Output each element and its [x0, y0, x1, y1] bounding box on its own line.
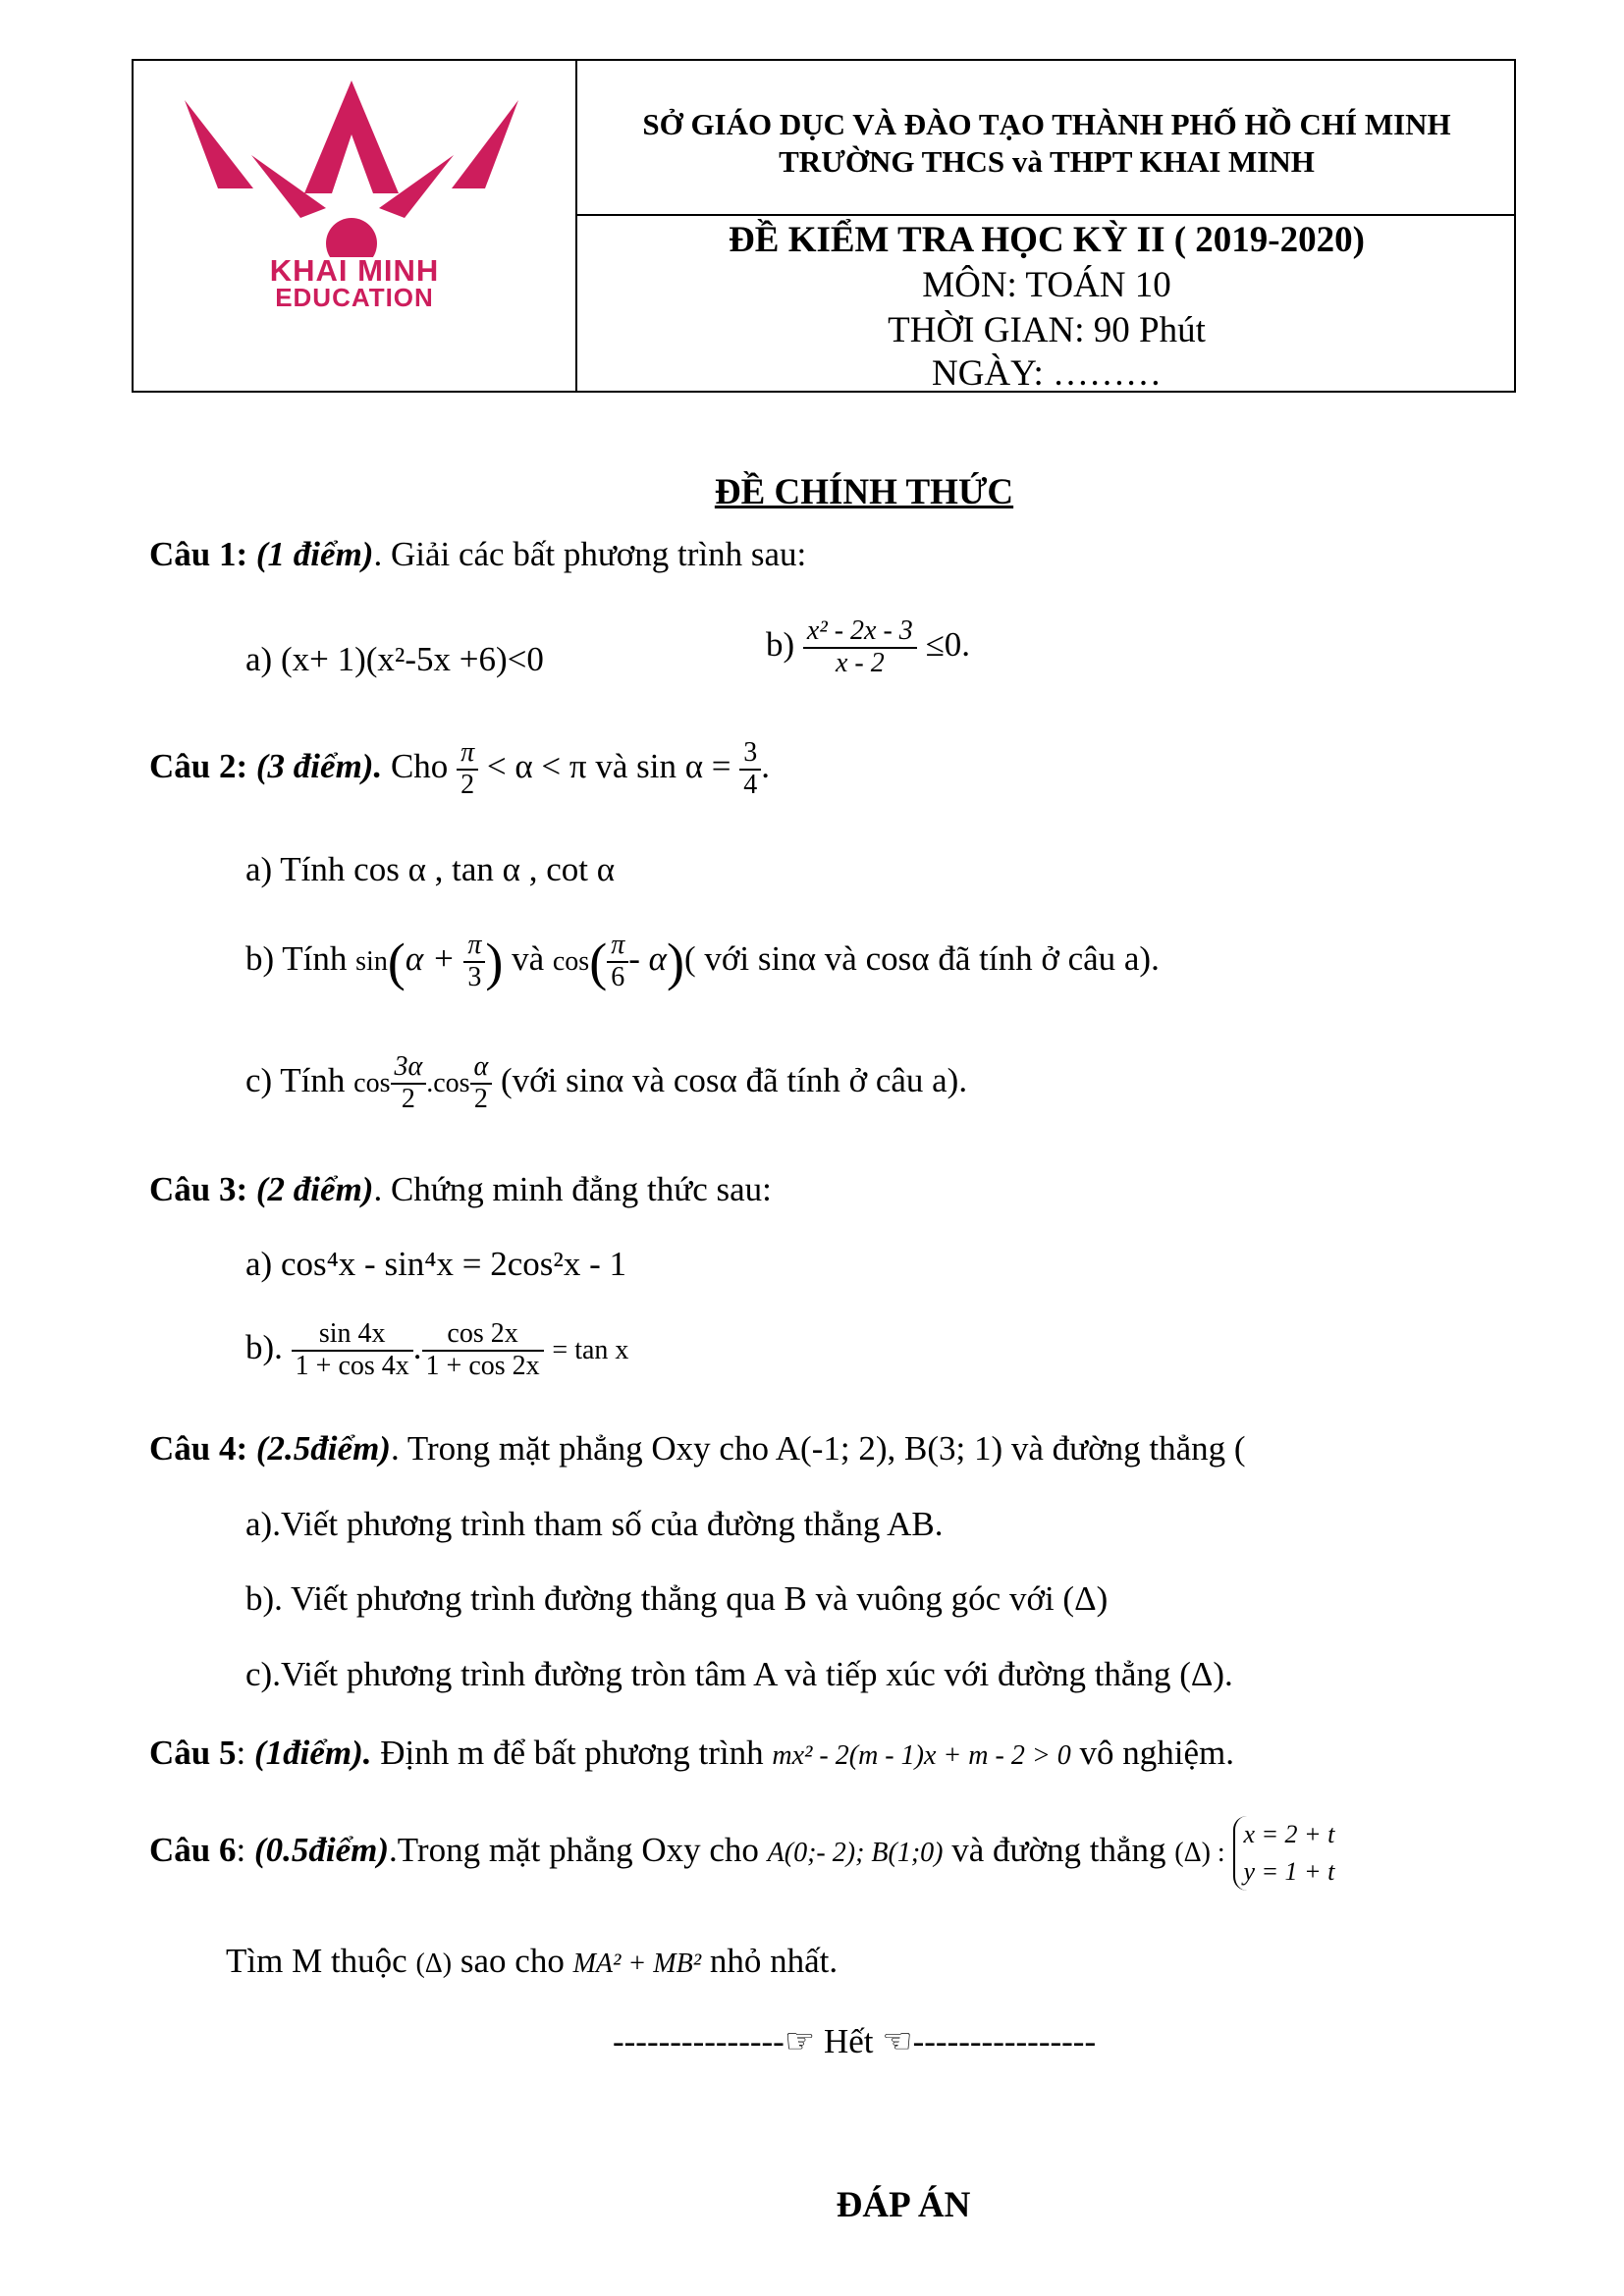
q2-pi-num: π — [457, 738, 478, 771]
q6-sys-y: y = 1 + t — [1243, 1857, 1335, 1886]
q6-prompt: .Trong mặt phẳng Oxy cho — [389, 1831, 768, 1870]
q1-b-denominator: x - 2 — [835, 647, 885, 678]
school-logo — [134, 61, 575, 391]
q1-points: (1 điểm) — [255, 535, 374, 573]
q2-b-minus-alpha: - α — [628, 938, 667, 978]
q6-line-system — [1233, 1816, 1334, 1891]
q3-b-num2: cos 2x — [422, 1319, 544, 1352]
answer-label: ĐÁP ÁN — [836, 2185, 971, 2225]
exam-date: NGÀY: ……… — [931, 353, 1162, 394]
q1-label: Câu 1: — [149, 535, 248, 573]
q2-dot: . — [761, 746, 771, 785]
q2-c-frac1 — [391, 1052, 427, 1115]
q2-c-den2: 2 — [473, 1083, 488, 1114]
q3-b-den1: 1 + cos 4x — [295, 1350, 409, 1381]
q2-b-pi-over-6 — [607, 931, 628, 993]
q2-b-lead: b) Tính — [245, 938, 356, 978]
q5-expression: mx² - 2(m - 1)x + m - 2 > 0 — [772, 1740, 1071, 1771]
q2-condition: < α < π và sin α = — [486, 746, 731, 785]
q2-part-c — [245, 1052, 967, 1115]
brand-line2: EDUCATION — [275, 283, 434, 312]
q3-points: (2 điểm) — [255, 1170, 374, 1208]
q2-b-pi-over-3 — [463, 931, 485, 993]
header-table — [132, 59, 1516, 393]
q1-b-relation: ≤0. — [925, 624, 971, 664]
q2-pi-over-2 — [457, 738, 478, 801]
q3-b-label: b). — [245, 1327, 292, 1366]
q2-b-cos: cos — [552, 945, 590, 977]
org-line2: TRƯỜNG THCS và THPT KHAI MINH — [779, 144, 1315, 179]
q3-b-rhs: = tan x — [552, 1334, 629, 1365]
header-divider-horizontal — [575, 214, 1516, 216]
exam-duration: THỜI GIAN: 90 Phút — [888, 310, 1206, 350]
q4-part-b: b). Viết phương trình đường thẳng qua B và vuông góc với (Δ) — [245, 1579, 1109, 1618]
q2-c-lead: c) Tính — [245, 1060, 354, 1099]
q2-b-va: và — [512, 938, 553, 978]
q1-b-fraction — [803, 616, 917, 679]
q2-sin-value — [739, 738, 761, 801]
q6-find-lead: Tìm M thuộc — [226, 1942, 416, 1980]
org-line1: SỞ GIÁO DỤC VÀ ĐÀO TẠO THÀNH PHỐ HỒ CHÍ MINH — [642, 107, 1451, 141]
q2-part-b: b) Tính sin(α + $\frac{\pi}{3}$ ) và cos( $\frac{\pi}{6}$ - α)( với sinα và cosα đã tính ở câu a). — [245, 930, 1160, 992]
q2-sin-num: 3 — [739, 738, 761, 771]
q2-cho: Cho — [382, 746, 458, 785]
q2-b-pi: π — [463, 931, 485, 963]
q4-prompt: . Trong mặt phẳng Oxy cho A(-1; 2), B(3; 1) và đường thẳng ( — [390, 1429, 1246, 1468]
q2-label: Câu 2: — [149, 746, 248, 785]
q5-prompt: Định m để bất phương trình — [371, 1734, 773, 1772]
q6-label: Câu 6 — [149, 1831, 237, 1870]
q1-heading — [149, 535, 806, 574]
q2-c-den1: 2 — [401, 1083, 415, 1114]
q3-part-b: b). $\frac{\sin 4x}{1 + \cos 4x}$ . $\frac{\cos 2x}{1 + \cos 2x}$ = tan x — [245, 1318, 629, 1381]
q1-prompt: . Giải các bất phương trình sau: — [373, 535, 807, 573]
q6-line-text: và đường thẳng — [943, 1831, 1175, 1870]
q5-label: Câu 5 — [149, 1734, 237, 1772]
q1-part-b — [766, 616, 970, 679]
q2-b-tail: ( với sinα và cosα đã tính ở câu a). — [683, 938, 1160, 978]
q6-points-ab: A(0;- 2); B(1;0) — [767, 1838, 944, 1869]
q6-find-delta: (Δ) — [415, 1949, 453, 1979]
q2-points: (3 điểm). — [255, 746, 383, 785]
brand-line1: KHAI MINH — [269, 253, 440, 288]
q3-part-a: a) cos⁴x - sin⁴x = 2cos²x - 1 — [245, 1245, 627, 1283]
q6-colon: : — [236, 1831, 254, 1870]
q2-b-alpha-plus: α + — [405, 938, 456, 978]
q5-points: (1điểm). — [253, 1734, 372, 1772]
q5-tail: vô nghiệm. — [1070, 1734, 1234, 1772]
crown-logo-icon — [134, 61, 575, 257]
q1-b-numerator: x² - 2x - 3 — [803, 616, 917, 649]
q2-heading — [149, 738, 770, 801]
q4-points: (2.5điểm) — [255, 1429, 391, 1468]
q5-colon: : — [236, 1734, 254, 1772]
end-marker: ---------------☞ Hết ☜---------------- — [613, 2022, 1097, 2060]
q3-label: Câu 3: — [149, 1170, 248, 1208]
q3-b-num1: sin 4x — [292, 1319, 413, 1352]
q4-label: Câu 4: — [149, 1429, 248, 1468]
q4-heading — [149, 1429, 1246, 1468]
q2-c-cos2: .cos — [426, 1067, 470, 1098]
q6-find-mid: sao cho — [452, 1942, 573, 1980]
q3-b-frac2 — [422, 1319, 544, 1382]
exam-title: ĐỀ KIỂM TRA HỌC KỲ II ( 2019-2020) — [729, 220, 1365, 260]
official-label: ĐỀ CHÍNH THỨC — [714, 472, 1014, 512]
q1-part-a: a) (x+ 1)(x²-5x +6)<0 — [245, 640, 544, 678]
q2-part-a: a) Tính cos α , tan α , cot α — [245, 850, 616, 888]
q2-sin-den: 4 — [743, 769, 758, 800]
q6-find-expr: MA² + MB² — [572, 1949, 702, 1979]
q2-b-pi2: π — [607, 931, 628, 963]
q6-sys-x: x = 2 + t — [1243, 1820, 1335, 1848]
q3-b-frac1 — [292, 1319, 413, 1382]
q2-b-three: 3 — [467, 961, 482, 992]
q3-heading — [149, 1170, 772, 1209]
q6-heading — [149, 1816, 1334, 1891]
q5-heading — [149, 1734, 1234, 1773]
q2-b-sin: sin — [355, 945, 388, 977]
q1-b-label: b) — [766, 624, 795, 664]
q2-c-cos: cos — [353, 1067, 391, 1098]
q2-c-frac2 — [470, 1052, 493, 1115]
exam-subject: MÔN: TOÁN 10 — [922, 265, 1171, 305]
q2-c-tail: (với sinα và cosα đã tính ở câu a). — [492, 1060, 968, 1099]
q3-prompt: . Chứng minh đẳng thức sau: — [373, 1170, 772, 1208]
q4-part-c: c).Viết phương trình đường tròn tâm A và tiếp xúc với đường thẳng (Δ). — [245, 1655, 1233, 1693]
q2-c-num2: α — [470, 1052, 493, 1085]
q6-points: (0.5điểm) — [253, 1831, 390, 1870]
q3-b-den2: 1 + cos 2x — [425, 1350, 540, 1381]
q6-find — [226, 1942, 838, 1981]
q2-c-num1: 3α — [391, 1052, 427, 1085]
q2-pi-den: 2 — [460, 769, 475, 800]
q2-b-six: 6 — [611, 961, 625, 992]
q6-find-tail: nhỏ nhất. — [701, 1942, 839, 1980]
q6-delta: (Δ) : — [1174, 1838, 1225, 1869]
q4-part-a: a).Viết phương trình tham số của đường thẳng AB. — [245, 1505, 944, 1543]
